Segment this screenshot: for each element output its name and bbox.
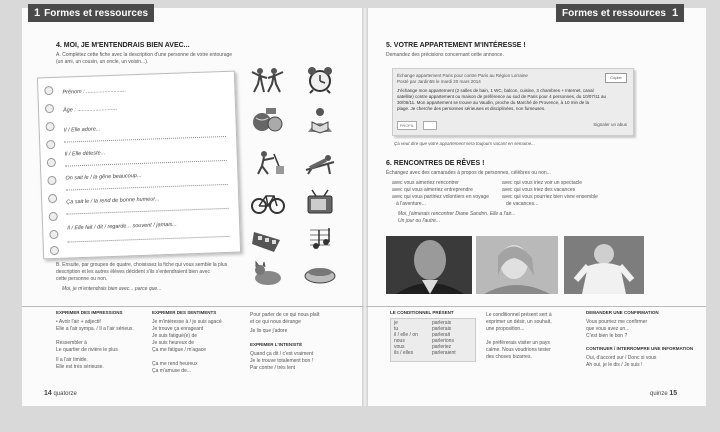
ring-hole [49,230,58,239]
grammar-line: C'est bien le bon ? [586,333,628,339]
section4-instruction-b-2: description et les autres élèves décident s'ils s'entendraient bien avec [56,269,210,275]
grammar-line: que vous avez un... [586,326,630,332]
field-age[interactable]: Âge : .......................... [62,105,118,114]
copy-button[interactable]: Copier [605,73,627,83]
alarm-clock-icon [302,66,338,94]
music-notes-icon [302,226,338,254]
page-number: 14 [44,390,52,397]
field-adore[interactable]: Il / Elle adore... [63,126,101,134]
ring-hole [45,104,54,113]
ad-header-2: Posté par Jardin55 le mardi 20 mars 2014 [397,79,481,84]
grammar-line: Je lis que j'adore [250,328,288,334]
ring-hole [44,86,53,95]
grammar-line: Je suis fatigué(e) de [152,333,198,339]
grammar-line: Le quartier de rivière le plus [56,347,118,353]
field-deteste[interactable]: Il / Elle déteste... [64,150,106,158]
grammar-line: Ah oui, je le dis / Je suis ! [586,362,643,368]
grammar-line: Vous pourriez me confirmer [586,319,648,325]
grammar-line: Je suis heureux de [152,340,194,346]
section6-subtitle: Échangez avec des camarades à propos de personnes, célèbres ou non... [386,170,551,176]
grammar-line: Ressembler à [56,340,87,346]
pronoun: nous [394,338,405,344]
ring-hole [49,212,58,221]
pronoun: ils / elles [394,350,414,356]
bullet-item: de vacances... [506,201,539,207]
pronoun: vous [394,344,405,350]
tab-label: Formes et ressources [44,8,149,19]
food-bowl-icon [302,258,338,286]
grammar-line: Ça me rend heureux [152,361,198,367]
section6-example-2: Un jour ou l'autre... [398,218,441,224]
ring-hole [48,194,57,203]
pronoun: je [394,320,398,326]
grammar-line: Je trouve ça enrageant [152,326,204,332]
pronoun: tu [394,326,399,332]
section4-instruction-a-2: (un ami, un cousin, un oncle, un voisin...). [56,59,149,65]
field-prenom[interactable]: Prénom : .......................... [62,87,127,96]
verb-form: parlerais [432,326,452,332]
bullet-item: avec qui vous iriez voir un spectacle [502,180,583,186]
field-humeur[interactable]: Ça sait le / la rend de bonne humeur... [66,196,160,206]
tab-number: 1 [34,7,41,19]
dancing-people-icon [250,66,286,94]
grammar-line: des choses bizarres. [486,354,532,360]
ring-hole [50,246,59,255]
ring-hole [45,122,54,131]
verb-form: parlerais [432,320,452,326]
section6-example: Moi, j'aimerais rencontrer Diane Sandrin. Elle a l'air... [398,211,516,217]
chapter-tab-left [28,4,154,22]
page-word: quatorze [53,391,77,397]
grammar-line: Pour parler de ce qui nous plaît [250,312,320,318]
grammar-line: Je m'intéresse à / je suis agacé [152,319,222,325]
pronoun: il / elle / on [394,332,418,338]
section4-instruction-b-3: cette personne ou non. [56,276,108,282]
grammar-line: Ça m'amuse de... [152,368,192,374]
ad-body: 30/06/11. Mon appartement se trouve au Vaudin, proche du Marché de Provence, à 10 min de la [397,100,589,105]
sport-balls-icon [250,106,286,134]
section4-title: 4. MOI, JE M'ENTENDRAIS BIEN AVEC... [56,42,190,49]
bullet-item: avec qui vous partiriez volontiers en voyage [392,194,489,200]
section6-title: 6. RENCONTRES DE RÊVES ! [386,160,485,167]
ring-hole [47,158,56,167]
portrait-photo-man [386,236,472,294]
verb-form: parleriez [432,344,452,350]
page-word: quinze [650,391,668,397]
sunbathing-person-icon [302,148,338,176]
notepad-form [37,71,241,260]
field-habitudes[interactable]: Il / Elle fait / dit / regarde... souvent / jamais... [67,221,177,232]
grammar-col3-title: DEMANDER UNE CONFIRMATION [586,310,659,315]
pager-button[interactable] [423,121,437,130]
answer-line[interactable] [65,160,227,167]
grammar-line: Par contre / très lent [250,365,296,371]
report-abuse-link[interactable]: Signaler un abus [593,122,627,127]
answer-line[interactable] [67,208,229,215]
answer-line[interactable] [64,136,226,143]
ad-header: Échange appartement Paris pour contre Paris au Région Lorraine [397,73,528,78]
bullet-item: avec qui vous aimeriez entreprendre [392,187,473,193]
grammar-col3-title: EXPRIMER L'INTENSITÉ [250,342,303,347]
footer-right [650,390,677,397]
answer-line[interactable] [68,236,230,243]
section4-example: Moi, je m'entendrais bien avec... parce que... [62,286,162,292]
section4-instruction-b: B. Ensuite, par groupes de quatre, choisissez la fiche qui vous semble la plus [56,262,228,268]
verb-form: parleraient [432,350,456,356]
grammar-line: une proposition... [486,326,525,332]
answer-line[interactable] [66,184,228,191]
apartment-ad [392,68,634,136]
grammar-line: calme. Nous voudrions tester [486,347,551,353]
section4-instruction-a: A. Complétez cette fiche avec la description d'une personne de votre entourage [56,52,233,58]
section5-title: 5. VOTRE APPARTEMENT M'INTÉRESSE ! [386,42,526,49]
bullet-item: avec qui vous iriez des vacances [502,187,576,193]
tab-label: Formes et ressources [562,8,666,19]
cat-icon [250,258,286,286]
grammar-line: Elle a l'air sympa. / Il a l'air sérieux. [56,326,134,332]
grammar-col1-title: LE CONDITIONNEL PRÉSENT [390,310,454,315]
grammar-line: Oui, d'accord sur / Donc si vous [586,355,657,361]
grammar-col3-title2: CONTINUER / INTERROMPRE UNE INFORMATION [586,346,694,351]
ad-body: satellite) contre appartement ou maison de préférence au sud de Paris pour 4 personnes, du 10/07/11 au [397,94,607,99]
grammar-line: Elle est très sérieuse. [56,364,104,370]
page-number: 15 [669,390,678,397]
footer-left [44,390,77,397]
television-icon [302,188,338,216]
ad-body: plage. Je cherche des personnes sérieuses et disciplinées, non fumeuses. [397,106,546,111]
grammar-line: • Avoir l'air + adjectif [56,319,101,325]
grammar-col2-title: EXPRIMER DES SENTIMENTS [152,310,217,315]
ring-hole [47,176,56,185]
film-reel-icon [250,226,286,254]
field-gene[interactable]: On sait le / la gêne beaucoup... [65,172,142,182]
reading-person-icon [302,106,338,134]
grammar-line: Ça me fatigue / m'agace [152,347,207,353]
grammar-line: Je préférerais visiter un pays [486,340,550,346]
verb-form: parlerions [432,338,454,344]
portrait-photo-woman [476,236,558,294]
profile-button[interactable]: PROFIL [397,121,417,130]
grammar-line: Il a l'air timide. [56,357,88,363]
portrait-photo-footballer [564,236,644,294]
grammar-line: et ce qui nous dérange [250,319,301,325]
ring-hole [46,140,55,149]
ad-body: J'échange mon appartement (2 salles de bain, 1 WC, balcon, cuisine, 3 chambres + Internet, canal [397,88,594,93]
bullet-item: avec qui vous pourriez bien vivre ensemble [502,194,598,200]
gardening-person-icon [250,148,286,176]
section5-subtitle: Demandez des précisions concernant cette annonce. [386,52,504,58]
grammar-col1-title: EXPRIMER DES IMPRESSIONS [56,310,123,315]
bullet-item: avec vous aimeriez rencontrer [392,180,459,186]
section5-example: Ça veut dire que votre appartement sera toujours vacant en semaine... [394,141,535,146]
chapter-tab-right [556,4,684,22]
tab-number: 1 [671,7,679,19]
grammar-line: Le conditionnel présent sert à [486,312,552,318]
bullet-item: à l'aventure... [396,201,426,207]
grammar-line: Je le trouve totalement bon ! [250,358,314,364]
bicycle-icon [250,188,286,216]
grammar-line: exprimer un désir, un souhait, [486,319,552,325]
grammar-line: Quand ça dit / c'est vraiment [250,351,314,357]
verb-form: parlerait [432,332,451,338]
